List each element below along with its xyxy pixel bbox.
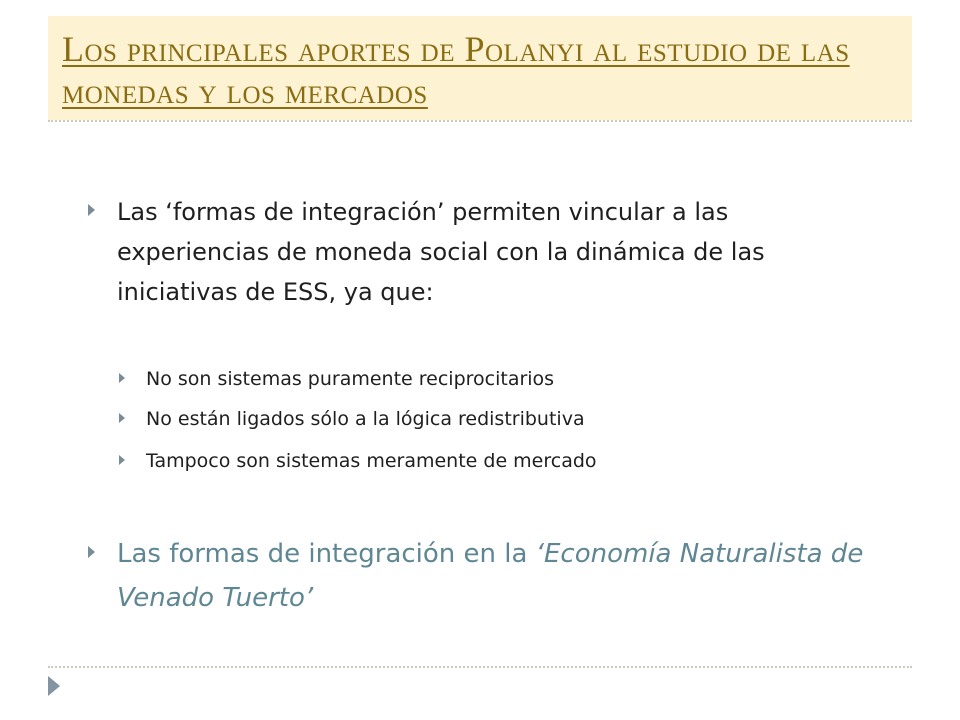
bullet-text-2-plain: Las formas de integración en la — [117, 539, 536, 569]
corner-arrow-icon — [48, 676, 60, 696]
bullet-arrow-icon — [88, 204, 95, 216]
bullet-text-2[interactable] — [117, 532, 877, 620]
bullet-arrow-icon — [88, 546, 95, 558]
subbullet-text-3: Tampoco son sistemas meramente de mercado — [146, 450, 597, 472]
subbullet-text-1: No son sistemas puramente reciprocitarios — [146, 368, 555, 390]
subbullet-arrow-icon — [119, 413, 125, 423]
bullet-text-1: Las ‘formas de integración’ permiten vincular a las experiencias de moneda social con la dinámica de las iniciativas de ESS, ya que: — [117, 198, 765, 306]
footer-divider — [48, 666, 912, 668]
subbullet-arrow-icon — [119, 373, 125, 383]
slide-title: Los principales aportes de Polanyi al estudio de las monedas y los mercados — [62, 29, 850, 111]
bullet-text-2-italic: ‘Economía Naturalista de Venado Tuerto’ — [117, 539, 864, 613]
title-divider — [48, 120, 912, 122]
subbullet-text-2: No están ligados sólo a la lógica redistributiva — [146, 408, 585, 430]
subbullet-arrow-icon — [119, 455, 125, 465]
